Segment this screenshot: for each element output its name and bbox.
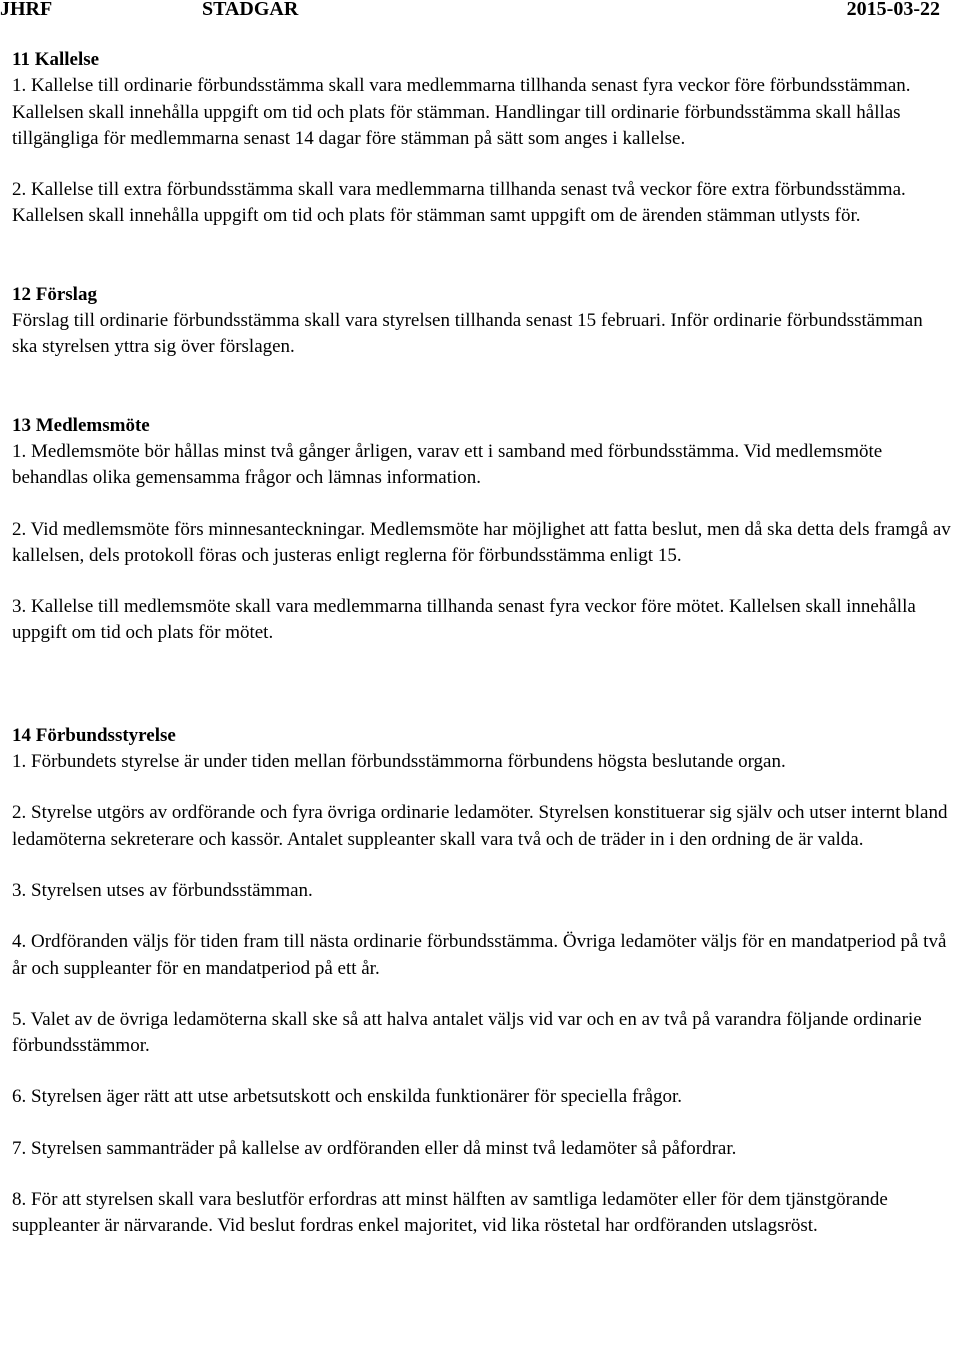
page-header <box>0 0 960 26</box>
section-title: 13 Medlemsmöte <box>12 414 150 436</box>
header-org: JHRF <box>0 0 53 20</box>
paragraph: 7. Styrelsen sammanträder på kallelse av ordföranden eller då minst två ledamöter så påfordrar. <box>12 1137 737 1159</box>
paragraph: 4. Ordföranden väljs för tiden fram till nästa ordinarie förbundsstämma. Övriga ledamöter väljs för en mandatperiod på två år och suppleanter för en mandatperiod på ett år. <box>12 931 947 979</box>
paragraph: 8. För att styrelsen skall vara beslutför erfordras att minst hälften av samtliga ledamöter eller för dem tjänstgörande suppleanter är närvarande. Vid beslut fordras enkel majoritet, vid lika röstetal har ordföranden utslagsröst. <box>12 1189 888 1237</box>
section-title: 12 Förslag <box>12 283 97 305</box>
section-title: 11 Kallelse <box>12 49 100 70</box>
paragraph: 2. Styrelse utgörs av ordförande och fyra övriga ordinarie ledamöter. Styrelsen konstituerar sig själv och utser internt bland ledamöterna sekreterare och kassör. Antalet suppleanter skall vara två och de träder in i den ordning de är valda. <box>12 802 948 850</box>
section-12 <box>12 282 952 361</box>
section-11 <box>12 47 952 230</box>
paragraph: 5. Valet av de övriga ledamöterna skall ske så att halva antalet väljs vid var och en av två på varandra följande ordinarie förbundsstämmor. <box>12 1008 922 1057</box>
section-13 <box>12 413 952 647</box>
header-doc-title: STADGAR <box>202 0 299 20</box>
paragraph: Förslag till ordinarie förbundsstämma skall vara styrelsen tillhanda senast 15 februari. Inför ordinarie förbundsstämman ska styrelsen yttra sig över förslagen. <box>12 310 923 358</box>
section-14 <box>12 723 952 1240</box>
header-date: 2015-03-22 <box>846 0 940 20</box>
paragraph: 2. Kallelse till extra förbundsstämma skall vara medlemmarna tillhanda senast två veckor före extra förbundsstämma. Kallelsen skall innehålla uppgift om tid och plats för stämman samt uppgift om de ärenden stämman utlysts för. <box>12 179 906 227</box>
paragraph: 6. Styrelsen äger rätt att utse arbetsutskott och enskilda funktionärer för speciella frågor. <box>12 1086 683 1108</box>
section-title: 14 Förbundsstyrelse <box>12 724 176 746</box>
paragraph: 3. Kallelse till medlemsmöte skall vara medlemmarna tillhanda senast fyra veckor före mötet. Kallelsen skall innehålla uppgift om tid och plats för mötet. <box>12 596 916 644</box>
document-body <box>12 47 952 1240</box>
paragraph: 1. Förbundets styrelse är under tiden mellan förbundsstämmorna förbundens högsta beslutande organ. <box>12 751 786 773</box>
paragraph: 3. Styrelsen utses av förbundsstämman. <box>12 879 313 901</box>
paragraph: 1. Kallelse till ordinarie förbundsstämma skall vara medlemmarna tillhanda senast fyra veckor före förbundsstämman. Kallelsen skall innehålla uppgift om tid och plats för stämman. Handlingar till ordinarie förbundsstämma skall hållas tillgängliga för medlemmarna senast 14 dagar före stämman på sätt som anges i kallelse. <box>12 75 911 149</box>
paragraph: 1. Medlemsmöte bör hållas minst två gånger årligen, varav ett i samband med förbundsstämma. Vid medlemsmöte behandlas olika gemensamma frågor och lämnas information. <box>12 440 883 489</box>
paragraph: 2. Vid medlemsmöte förs minnesanteckningar. Medlemsmöte har möjlighet att fatta beslut, men då ska detta dels framgå av kallelsen, dels protokoll föras och justeras enligt reglerna för förbundsstämma enligt 15. <box>12 518 951 566</box>
